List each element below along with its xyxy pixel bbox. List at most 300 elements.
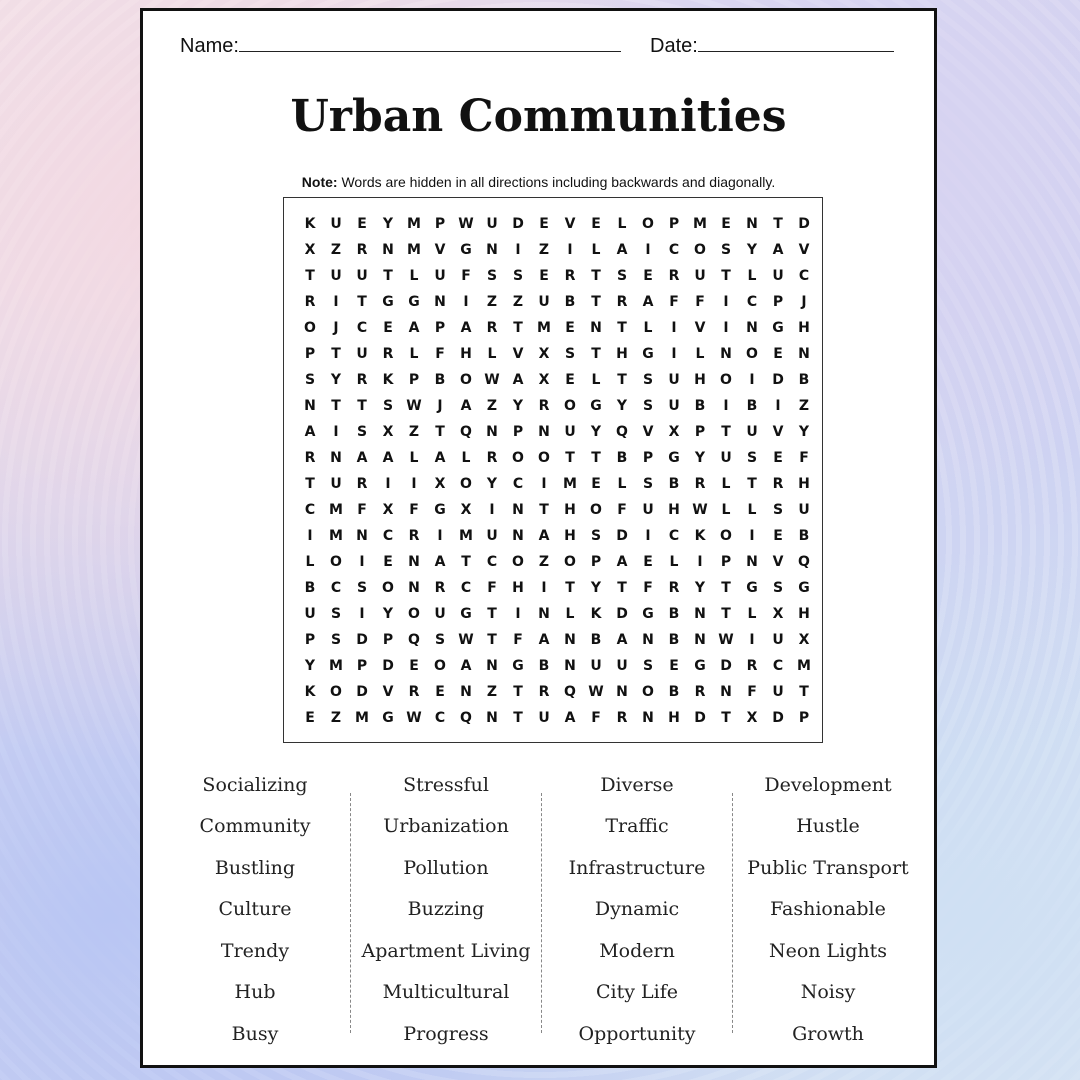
grid-letter[interactable]: N <box>694 632 706 648</box>
grid-letter[interactable]: M <box>459 528 473 544</box>
grid-letter[interactable]: P <box>772 294 784 310</box>
grid-letter[interactable]: G <box>590 398 602 414</box>
grid-letter[interactable]: N <box>746 320 758 336</box>
grid-letter[interactable]: Q <box>564 684 576 700</box>
grid-letter[interactable]: W <box>458 216 474 232</box>
grid-letter[interactable]: R <box>616 710 628 726</box>
grid-letter[interactable]: T <box>539 502 549 518</box>
grid-letter[interactable]: E <box>539 216 549 232</box>
grid-letter[interactable]: S <box>772 580 784 596</box>
grid-letter[interactable]: R <box>772 476 784 492</box>
grid-letter[interactable]: O <box>382 580 394 596</box>
grid-letter[interactable]: C <box>512 476 524 492</box>
grid-letter[interactable]: A <box>538 632 550 648</box>
grid-letter[interactable]: T <box>617 372 627 388</box>
grid-letter[interactable]: N <box>746 554 758 570</box>
grid-letter[interactable]: E <box>773 450 783 466</box>
grid-letter[interactable]: C <box>668 242 680 258</box>
grid-letter[interactable]: N <box>798 346 810 362</box>
grid-letter[interactable]: B <box>668 476 680 492</box>
grid-letter[interactable]: E <box>591 476 601 492</box>
grid-letter[interactable]: I <box>333 294 339 310</box>
grid-letter[interactable]: U <box>590 658 602 674</box>
grid-letter[interactable]: O <box>642 684 654 700</box>
grid-letter[interactable]: I <box>437 528 443 544</box>
grid-letter[interactable]: R <box>564 268 576 284</box>
grid-letter[interactable]: I <box>359 554 365 570</box>
grid-letter[interactable]: R <box>538 398 550 414</box>
grid-letter[interactable]: L <box>747 268 757 284</box>
grid-letter[interactable]: B <box>798 372 810 388</box>
grid-letter[interactable]: A <box>356 450 368 466</box>
grid-letter[interactable]: T <box>331 398 341 414</box>
grid-letter[interactable]: Y <box>746 242 758 258</box>
grid-letter[interactable]: R <box>746 658 758 674</box>
grid-letter[interactable]: C <box>356 320 368 336</box>
grid-letter[interactable]: F <box>513 632 523 648</box>
grid-letter[interactable]: U <box>746 424 758 440</box>
grid-letter[interactable]: S <box>434 632 446 648</box>
grid-letter[interactable]: S <box>642 398 654 414</box>
grid-letter[interactable]: K <box>304 684 316 700</box>
grid-letter[interactable]: I <box>749 372 755 388</box>
grid-letter[interactable]: F <box>669 294 679 310</box>
grid-letter[interactable]: B <box>798 528 810 544</box>
grid-letter[interactable]: Y <box>512 398 524 414</box>
grid-letter[interactable]: M <box>329 658 343 674</box>
grid-letter[interactable]: G <box>408 294 420 310</box>
grid-letter[interactable]: I <box>749 632 755 648</box>
grid-letter[interactable]: O <box>642 216 654 232</box>
grid-letter[interactable]: G <box>798 580 810 596</box>
grid-letter[interactable]: L <box>617 476 627 492</box>
grid-letter[interactable]: B <box>434 372 446 388</box>
grid-letter[interactable]: K <box>304 216 316 232</box>
grid-letter[interactable]: N <box>512 528 524 544</box>
grid-letter[interactable]: O <box>538 450 550 466</box>
grid-letter[interactable]: U <box>772 268 784 284</box>
grid-letter[interactable]: V <box>512 346 524 362</box>
grid-letter[interactable]: T <box>383 268 393 284</box>
grid-letter[interactable]: T <box>331 346 341 362</box>
grid-letter[interactable]: P <box>434 216 446 232</box>
grid-letter[interactable]: H <box>798 320 810 336</box>
grid-letter[interactable]: L <box>643 320 653 336</box>
grid-letter[interactable]: O <box>564 398 576 414</box>
grid-letter[interactable]: R <box>538 684 550 700</box>
grid-letter[interactable]: T <box>565 450 575 466</box>
grid-letter[interactable]: E <box>643 268 653 284</box>
grid-letter[interactable]: F <box>643 580 653 596</box>
grid-letter[interactable]: E <box>565 372 575 388</box>
grid-letter[interactable]: V <box>772 424 784 440</box>
grid-letter[interactable]: T <box>773 216 783 232</box>
grid-letter[interactable]: V <box>382 684 394 700</box>
grid-letter[interactable]: W <box>406 398 422 414</box>
grid-letter[interactable]: L <box>747 502 757 518</box>
grid-letter[interactable]: I <box>359 606 365 622</box>
grid-letter[interactable]: V <box>642 424 654 440</box>
grid-letter[interactable]: A <box>512 372 524 388</box>
grid-letter[interactable]: Y <box>694 580 706 596</box>
grid-letter[interactable]: S <box>330 632 342 648</box>
grid-letter[interactable]: Z <box>486 684 498 700</box>
grid-letter[interactable]: R <box>486 450 498 466</box>
grid-letter[interactable]: B <box>668 632 680 648</box>
grid-letter[interactable]: T <box>617 320 627 336</box>
grid-letter[interactable]: U <box>356 346 368 362</box>
grid-letter[interactable]: I <box>671 346 677 362</box>
grid-letter[interactable]: X <box>434 476 446 492</box>
grid-letter[interactable]: Y <box>616 398 628 414</box>
grid-letter[interactable]: L <box>305 554 315 570</box>
grid-letter[interactable]: F <box>591 710 601 726</box>
grid-letter[interactable]: X <box>538 372 550 388</box>
grid-letter[interactable]: P <box>694 424 706 440</box>
grid-letter[interactable]: L <box>591 242 601 258</box>
grid-letter[interactable]: C <box>434 710 446 726</box>
grid-letter[interactable]: L <box>721 502 731 518</box>
grid-letter[interactable]: B <box>746 398 758 414</box>
grid-letter[interactable]: Y <box>590 580 602 596</box>
grid-letter[interactable]: T <box>721 424 731 440</box>
grid-letter[interactable]: J <box>437 398 443 414</box>
grid-letter[interactable]: K <box>590 606 602 622</box>
grid-letter[interactable]: E <box>539 268 549 284</box>
grid-letter[interactable]: P <box>668 216 680 232</box>
grid-letter[interactable]: S <box>642 372 654 388</box>
grid-letter[interactable]: D <box>616 606 628 622</box>
grid-letter[interactable]: U <box>564 424 576 440</box>
grid-letter[interactable]: O <box>330 554 342 570</box>
grid-letter[interactable]: G <box>434 502 446 518</box>
grid-letter[interactable]: N <box>564 658 576 674</box>
date-blank-line[interactable] <box>698 31 894 52</box>
grid-letter[interactable]: U <box>642 502 654 518</box>
grid-letter[interactable]: A <box>408 320 420 336</box>
grid-letter[interactable]: P <box>434 320 446 336</box>
grid-letter[interactable]: R <box>356 372 368 388</box>
grid-letter[interactable]: O <box>590 502 602 518</box>
grid-letter[interactable]: T <box>799 684 809 700</box>
grid-letter[interactable]: R <box>694 684 706 700</box>
grid-letter[interactable]: V <box>564 216 576 232</box>
grid-letter[interactable]: O <box>460 372 472 388</box>
grid-letter[interactable]: M <box>407 216 421 232</box>
name-blank-line[interactable] <box>239 31 621 52</box>
grid-letter[interactable]: N <box>590 320 602 336</box>
grid-letter[interactable]: F <box>617 502 627 518</box>
grid-letter[interactable]: B <box>564 294 576 310</box>
grid-letter[interactable]: W <box>692 502 708 518</box>
grid-letter[interactable]: I <box>463 294 469 310</box>
grid-letter[interactable]: M <box>537 320 551 336</box>
grid-letter[interactable]: R <box>408 528 420 544</box>
grid-letter[interactable]: U <box>616 658 628 674</box>
grid-letter[interactable]: I <box>775 398 781 414</box>
grid-letter[interactable]: U <box>434 606 446 622</box>
grid-letter[interactable]: J <box>801 294 807 310</box>
grid-letter[interactable]: I <box>645 528 651 544</box>
grid-letter[interactable]: P <box>408 372 420 388</box>
grid-letter[interactable]: O <box>564 554 576 570</box>
grid-letter[interactable]: S <box>512 268 524 284</box>
grid-letter[interactable]: U <box>668 372 680 388</box>
grid-letter[interactable]: I <box>489 502 495 518</box>
grid-letter[interactable]: X <box>538 346 550 362</box>
grid-letter[interactable]: X <box>460 502 472 518</box>
grid-letter[interactable]: U <box>356 268 368 284</box>
grid-letter[interactable]: A <box>772 242 784 258</box>
grid-letter[interactable]: T <box>487 632 497 648</box>
grid-letter[interactable]: E <box>357 216 367 232</box>
grid-letter[interactable]: M <box>563 476 577 492</box>
grid-letter[interactable]: T <box>461 554 471 570</box>
grid-letter[interactable]: G <box>382 294 394 310</box>
grid-letter[interactable]: A <box>616 242 628 258</box>
grid-letter[interactable]: H <box>564 502 576 518</box>
grid-letter[interactable]: L <box>721 476 731 492</box>
grid-letter[interactable]: Y <box>304 658 316 674</box>
grid-letter[interactable]: U <box>538 710 550 726</box>
grid-letter[interactable]: N <box>382 242 394 258</box>
grid-letter[interactable]: D <box>382 658 394 674</box>
grid-letter[interactable]: V <box>772 554 784 570</box>
grid-letter[interactable]: P <box>798 710 810 726</box>
grid-letter[interactable]: R <box>668 580 680 596</box>
grid-letter[interactable]: R <box>668 268 680 284</box>
grid-letter[interactable]: N <box>720 346 732 362</box>
grid-letter[interactable]: A <box>564 710 576 726</box>
grid-letter[interactable]: U <box>668 398 680 414</box>
grid-letter[interactable]: G <box>772 320 784 336</box>
grid-letter[interactable]: C <box>460 580 472 596</box>
grid-letter[interactable]: T <box>357 294 367 310</box>
grid-letter[interactable]: T <box>591 450 601 466</box>
grid-letter[interactable]: L <box>747 606 757 622</box>
grid-letter[interactable]: N <box>538 606 550 622</box>
name-field[interactable] <box>180 31 621 58</box>
grid-letter[interactable]: N <box>538 424 550 440</box>
grid-letter[interactable]: E <box>643 554 653 570</box>
grid-letter[interactable]: B <box>304 580 316 596</box>
grid-letter[interactable]: S <box>590 528 602 544</box>
grid-letter[interactable]: B <box>538 658 550 674</box>
grid-letter[interactable]: O <box>512 554 524 570</box>
grid-letter[interactable]: R <box>356 242 368 258</box>
grid-letter[interactable]: U <box>330 476 342 492</box>
grid-letter[interactable]: H <box>798 476 810 492</box>
grid-letter[interactable]: P <box>356 658 368 674</box>
grid-letter[interactable]: Y <box>590 424 602 440</box>
grid-letter[interactable]: Y <box>486 476 498 492</box>
grid-letter[interactable]: D <box>512 216 524 232</box>
grid-letter[interactable]: F <box>409 502 419 518</box>
grid-letter[interactable]: E <box>773 528 783 544</box>
grid-letter[interactable]: C <box>798 268 810 284</box>
grid-letter[interactable]: N <box>486 424 498 440</box>
grid-letter[interactable]: A <box>538 528 550 544</box>
grid-letter[interactable]: T <box>357 398 367 414</box>
grid-letter[interactable]: N <box>304 398 316 414</box>
grid-letter[interactable]: N <box>486 710 498 726</box>
grid-letter[interactable]: N <box>408 554 420 570</box>
grid-letter[interactable]: O <box>720 528 732 544</box>
grid-letter[interactable]: I <box>749 528 755 544</box>
grid-letter[interactable]: R <box>616 294 628 310</box>
grid-letter[interactable]: I <box>567 242 573 258</box>
grid-letter[interactable]: U <box>434 268 446 284</box>
grid-letter[interactable]: I <box>723 398 729 414</box>
grid-letter[interactable]: T <box>305 476 315 492</box>
grid-letter[interactable]: S <box>356 424 368 440</box>
grid-letter[interactable]: G <box>460 242 472 258</box>
grid-letter[interactable]: U <box>486 528 498 544</box>
grid-letter[interactable]: D <box>356 632 368 648</box>
grid-letter[interactable]: C <box>668 528 680 544</box>
grid-letter[interactable]: O <box>434 658 446 674</box>
grid-letter[interactable]: T <box>747 476 757 492</box>
grid-letter[interactable]: A <box>434 450 446 466</box>
grid-letter[interactable]: F <box>487 580 497 596</box>
grid-letter[interactable]: S <box>356 580 368 596</box>
grid-letter[interactable]: G <box>512 658 524 674</box>
grid-letter[interactable]: H <box>798 606 810 622</box>
grid-letter[interactable]: X <box>382 424 394 440</box>
grid-letter[interactable]: B <box>668 684 680 700</box>
grid-letter[interactable]: M <box>693 216 707 232</box>
grid-letter[interactable]: M <box>329 528 343 544</box>
grid-letter[interactable]: E <box>305 710 315 726</box>
grid-letter[interactable]: R <box>434 580 446 596</box>
grid-letter[interactable]: F <box>435 346 445 362</box>
grid-letter[interactable]: U <box>304 606 316 622</box>
grid-letter[interactable]: N <box>564 632 576 648</box>
grid-letter[interactable]: U <box>798 502 810 518</box>
grid-letter[interactable]: T <box>591 346 601 362</box>
grid-letter[interactable]: O <box>460 476 472 492</box>
grid-letter[interactable]: G <box>382 710 394 726</box>
grid-letter[interactable]: H <box>668 710 680 726</box>
grid-letter[interactable]: Z <box>486 294 498 310</box>
grid-letter[interactable]: L <box>487 346 497 362</box>
grid-letter[interactable]: U <box>694 268 706 284</box>
grid-letter[interactable]: H <box>616 346 628 362</box>
grid-letter[interactable]: R <box>304 450 316 466</box>
grid-letter[interactable]: D <box>356 684 368 700</box>
grid-letter[interactable]: E <box>773 346 783 362</box>
grid-letter[interactable]: G <box>460 606 472 622</box>
grid-letter[interactable]: T <box>435 424 445 440</box>
grid-letter[interactable]: S <box>642 658 654 674</box>
grid-letter[interactable]: F <box>357 502 367 518</box>
grid-letter[interactable]: A <box>460 398 472 414</box>
grid-letter[interactable]: M <box>797 658 811 674</box>
grid-letter[interactable]: T <box>617 580 627 596</box>
grid-letter[interactable]: F <box>799 450 809 466</box>
grid-letter[interactable]: N <box>356 528 368 544</box>
grid-letter[interactable]: G <box>642 346 654 362</box>
grid-letter[interactable]: V <box>434 242 446 258</box>
grid-letter[interactable]: U <box>330 216 342 232</box>
grid-letter[interactable]: I <box>307 528 313 544</box>
grid-letter[interactable]: I <box>333 424 339 440</box>
grid-letter[interactable]: C <box>746 294 758 310</box>
grid-letter[interactable]: X <box>304 242 316 258</box>
grid-letter[interactable]: Z <box>538 554 550 570</box>
grid-letter[interactable]: U <box>772 632 784 648</box>
grid-letter[interactable]: Y <box>382 216 394 232</box>
grid-letter[interactable]: B <box>616 450 628 466</box>
grid-letter[interactable]: I <box>385 476 391 492</box>
grid-letter[interactable]: N <box>512 502 524 518</box>
grid-letter[interactable]: U <box>486 216 498 232</box>
grid-letter[interactable]: Q <box>798 554 810 570</box>
grid-letter[interactable]: I <box>541 476 547 492</box>
grid-letter[interactable]: C <box>330 580 342 596</box>
grid-letter[interactable]: N <box>486 242 498 258</box>
grid-letter[interactable]: G <box>668 450 680 466</box>
grid-letter[interactable]: H <box>512 580 524 596</box>
grid-letter[interactable]: J <box>333 320 339 336</box>
grid-letter[interactable]: K <box>694 528 706 544</box>
grid-letter[interactable]: L <box>617 216 627 232</box>
grid-letter[interactable]: T <box>565 580 575 596</box>
grid-letter[interactable]: C <box>382 528 394 544</box>
grid-letter[interactable]: T <box>591 268 601 284</box>
grid-letter[interactable]: E <box>721 216 731 232</box>
grid-letter[interactable]: P <box>720 554 732 570</box>
grid-letter[interactable]: W <box>718 632 734 648</box>
grid-letter[interactable]: X <box>746 710 758 726</box>
grid-letter[interactable]: Z <box>486 398 498 414</box>
grid-letter[interactable]: N <box>746 216 758 232</box>
grid-letter[interactable]: S <box>772 502 784 518</box>
grid-letter[interactable]: S <box>642 476 654 492</box>
grid-letter[interactable]: E <box>565 320 575 336</box>
grid-letter[interactable]: Z <box>330 242 342 258</box>
grid-letter[interactable]: R <box>408 684 420 700</box>
grid-letter[interactable]: W <box>458 632 474 648</box>
grid-letter[interactable]: D <box>772 372 784 388</box>
grid-letter[interactable]: T <box>721 268 731 284</box>
grid-letter[interactable]: H <box>668 502 680 518</box>
grid-letter[interactable]: N <box>460 684 472 700</box>
grid-letter[interactable]: N <box>642 632 654 648</box>
grid-letter[interactable]: F <box>695 294 705 310</box>
grid-letter[interactable]: K <box>382 372 394 388</box>
grid-letter[interactable]: D <box>772 710 784 726</box>
grid-letter[interactable]: A <box>304 424 316 440</box>
date-field[interactable] <box>650 31 894 58</box>
grid-letter[interactable]: W <box>406 710 422 726</box>
grid-letter[interactable]: Y <box>330 372 342 388</box>
grid-letter[interactable]: N <box>486 658 498 674</box>
grid-letter[interactable]: Z <box>330 710 342 726</box>
grid-letter[interactable]: A <box>616 632 628 648</box>
grid-letter[interactable]: S <box>304 372 316 388</box>
grid-letter[interactable]: T <box>513 320 523 336</box>
grid-letter[interactable]: I <box>723 294 729 310</box>
grid-letter[interactable]: S <box>330 606 342 622</box>
grid-letter[interactable]: A <box>460 320 472 336</box>
grid-letter[interactable]: N <box>408 580 420 596</box>
grid-letter[interactable]: I <box>515 606 521 622</box>
grid-letter[interactable]: O <box>694 242 706 258</box>
grid-letter[interactable]: X <box>668 424 680 440</box>
grid-letter[interactable]: I <box>515 242 521 258</box>
grid-letter[interactable]: H <box>460 346 472 362</box>
